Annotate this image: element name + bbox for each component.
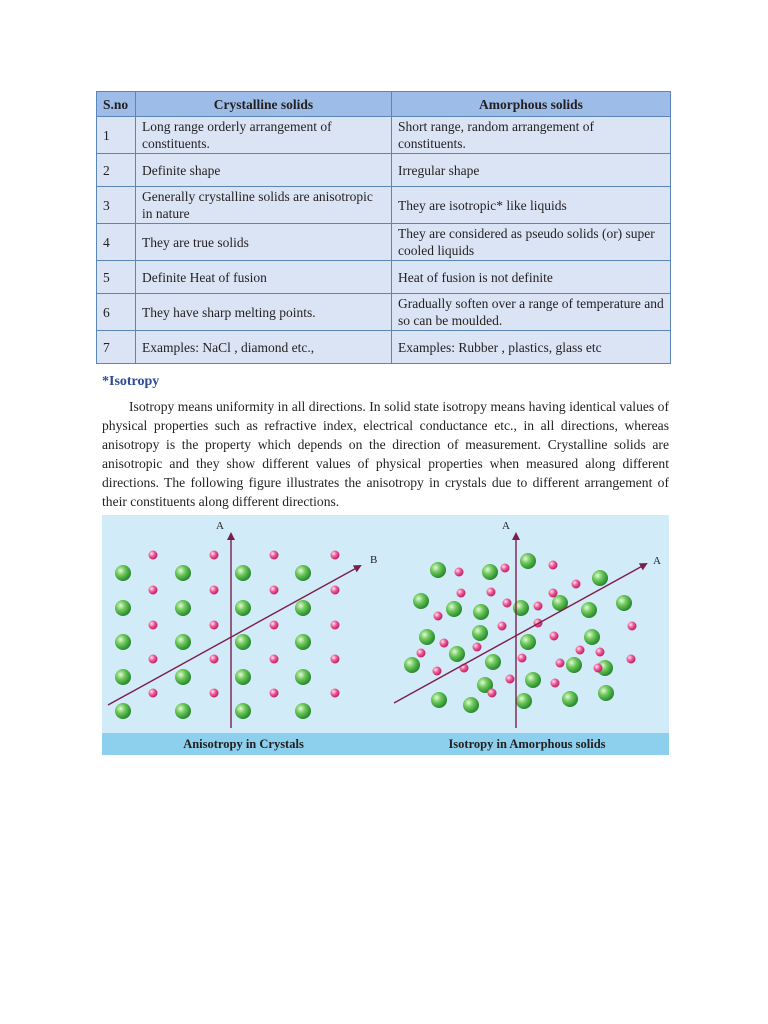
large-particle xyxy=(235,634,251,650)
small-particle xyxy=(210,551,219,560)
small-particle xyxy=(549,561,558,570)
section-heading: *Isotropy xyxy=(102,374,160,389)
large-particle xyxy=(175,634,191,650)
large-particle xyxy=(584,629,600,645)
small-particle xyxy=(457,589,466,598)
small-particle xyxy=(455,568,464,577)
small-particle xyxy=(270,655,279,664)
cell-amorphous: Irregular shape xyxy=(392,154,671,187)
table-row xyxy=(97,294,671,331)
large-particle xyxy=(404,657,420,673)
large-particle xyxy=(175,669,191,685)
large-particle xyxy=(430,562,446,578)
large-particle xyxy=(413,593,429,609)
left-vertical-axis-label: A xyxy=(216,520,224,532)
large-particle xyxy=(616,595,632,611)
small-particle xyxy=(498,622,507,631)
small-particle xyxy=(149,586,158,595)
large-particle xyxy=(485,654,501,670)
cell-sno: 2 xyxy=(97,154,136,187)
small-particle xyxy=(433,667,442,676)
cell-crystalline: Generally crystalline solids are anisotropic in nature xyxy=(136,187,392,224)
small-particle xyxy=(331,655,340,664)
large-particle xyxy=(431,692,447,708)
small-particle xyxy=(331,586,340,595)
header-sno: S.no xyxy=(97,92,136,117)
small-particle xyxy=(149,621,158,630)
large-particle xyxy=(516,693,532,709)
small-particle xyxy=(596,648,605,657)
large-particle xyxy=(446,601,462,617)
small-particle xyxy=(550,632,559,641)
large-particle xyxy=(235,565,251,581)
large-particle xyxy=(419,629,435,645)
particle-diagram xyxy=(102,515,669,733)
large-particle xyxy=(115,634,131,650)
table-header-row xyxy=(97,92,671,117)
large-particle xyxy=(482,564,498,580)
caption-anisotropy: Anisotropy in Crystals xyxy=(183,736,304,751)
small-particle xyxy=(503,599,512,608)
small-particle xyxy=(488,689,497,698)
table-row xyxy=(97,154,671,187)
large-particle xyxy=(115,703,131,719)
cell-crystalline: They are true solids xyxy=(136,224,392,261)
table-row xyxy=(97,117,671,154)
large-particle xyxy=(235,703,251,719)
small-particle xyxy=(501,564,510,573)
small-particle xyxy=(331,621,340,630)
small-particle xyxy=(210,689,219,698)
large-particle xyxy=(295,565,311,581)
small-particle xyxy=(331,551,340,560)
small-particle xyxy=(149,655,158,664)
small-particle xyxy=(572,580,581,589)
cell-crystalline: Long range orderly arrangement of constituents. xyxy=(136,117,392,154)
cell-sno: 1 xyxy=(97,117,136,154)
large-particle xyxy=(115,565,131,581)
cell-crystalline: They have sharp melting points. xyxy=(136,294,392,331)
small-particle xyxy=(270,551,279,560)
left-diagonal-axis xyxy=(108,566,360,705)
large-particle xyxy=(520,553,536,569)
large-particle xyxy=(175,600,191,616)
right-diagonal-axis-label: A xyxy=(653,555,661,567)
small-particle xyxy=(149,689,158,698)
large-particle xyxy=(566,657,582,673)
large-particle xyxy=(562,691,578,707)
cell-amorphous: Gradually soften over a range of temperature and so can be moulded. xyxy=(392,294,671,331)
cell-amorphous: Examples: Rubber , plastics, glass etc xyxy=(392,331,671,364)
large-particle xyxy=(115,600,131,616)
cell-sno: 4 xyxy=(97,224,136,261)
table-row xyxy=(97,331,671,364)
small-particle xyxy=(576,646,585,655)
cell-sno: 3 xyxy=(97,187,136,224)
small-particle xyxy=(210,621,219,630)
large-particle xyxy=(472,625,488,641)
large-particle xyxy=(295,600,311,616)
cell-sno: 6 xyxy=(97,294,136,331)
cell-sno: 7 xyxy=(97,331,136,364)
small-particle xyxy=(628,622,637,631)
large-particle xyxy=(295,669,311,685)
small-particle xyxy=(487,588,496,597)
cell-amorphous: They are considered as pseudo solids (or) super cooled liquids xyxy=(392,224,671,261)
large-particle xyxy=(598,685,614,701)
small-particle xyxy=(556,659,565,668)
large-particle xyxy=(473,604,489,620)
cell-amorphous: Short range, random arrangement of constituents. xyxy=(392,117,671,154)
body-paragraph: Isotropy means uniformity in all directions. In solid state isotropy means having identical values of physical properties such as refractive index, electrical conductance etc., in all directions, whereas anisotropy is the property which depends on the direction of measurement. Crystalline solids are anisotropic and they show different values of physical properties when measured along different directions. The following figure illustrates the anisotropy in crystals due to different arrangement of their constituents along different directions. xyxy=(102,399,669,509)
caption-isotropy: Isotropy in Amorphous solids xyxy=(448,736,606,751)
large-particle xyxy=(235,669,251,685)
large-particle xyxy=(295,634,311,650)
small-particle xyxy=(331,689,340,698)
isotropy-figure xyxy=(102,515,669,755)
small-particle xyxy=(551,679,560,688)
small-particle xyxy=(440,639,449,648)
large-particle xyxy=(592,570,608,586)
large-particle xyxy=(463,697,479,713)
cell-crystalline: Definite shape xyxy=(136,154,392,187)
large-particle xyxy=(525,672,541,688)
small-particle xyxy=(210,586,219,595)
cell-crystalline: Examples: NaCl , diamond etc., xyxy=(136,331,392,364)
small-particle xyxy=(506,675,515,684)
left-diagonal-axis-label: B xyxy=(370,554,378,566)
cell-crystalline: Definite Heat of fusion xyxy=(136,261,392,294)
small-particle xyxy=(270,689,279,698)
small-particle xyxy=(534,602,543,611)
small-particle xyxy=(473,643,482,652)
small-particle xyxy=(434,612,443,621)
large-particle xyxy=(295,703,311,719)
cell-amorphous: They are isotropic* like liquids xyxy=(392,187,671,224)
large-particle xyxy=(115,669,131,685)
header-amorphous: Amorphous solids xyxy=(392,92,671,117)
header-crystalline: Crystalline solids xyxy=(136,92,392,117)
large-particle xyxy=(449,646,465,662)
small-particle xyxy=(627,655,636,664)
small-particle xyxy=(210,655,219,664)
comparison-table xyxy=(96,91,671,364)
right-vertical-axis-label: A xyxy=(502,520,510,532)
table-row xyxy=(97,261,671,294)
small-particle xyxy=(417,649,426,658)
large-particle xyxy=(235,600,251,616)
cell-sno: 5 xyxy=(97,261,136,294)
large-particle xyxy=(175,565,191,581)
small-particle xyxy=(594,664,603,673)
small-particle xyxy=(518,654,527,663)
small-particle xyxy=(270,621,279,630)
table-row xyxy=(97,187,671,224)
large-particle xyxy=(581,602,597,618)
figure-caption-bar xyxy=(102,733,669,755)
small-particle xyxy=(549,589,558,598)
small-particle xyxy=(270,586,279,595)
large-particle xyxy=(520,634,536,650)
large-particle xyxy=(175,703,191,719)
small-particle xyxy=(149,551,158,560)
table-row xyxy=(97,224,671,261)
cell-amorphous: Heat of fusion is not definite xyxy=(392,261,671,294)
crystal-particles xyxy=(115,551,340,720)
